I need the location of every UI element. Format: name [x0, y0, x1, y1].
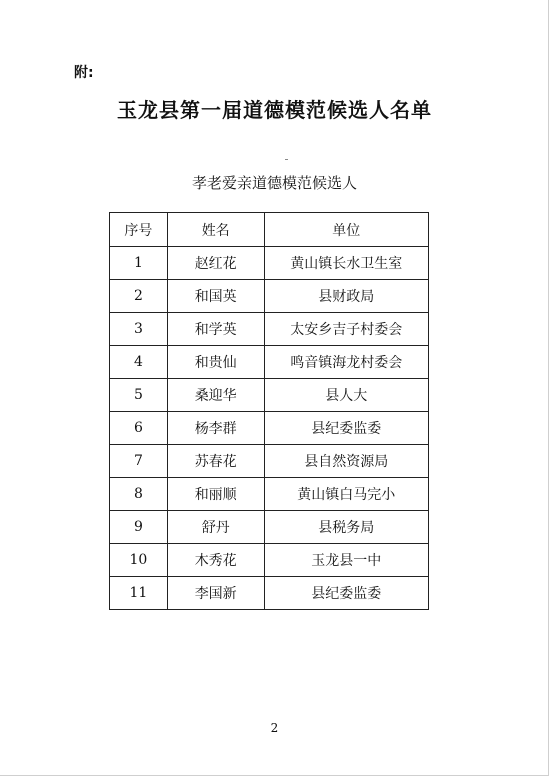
row-unit: 县纪委监委 [264, 577, 428, 610]
row-name: 和丽顺 [167, 478, 264, 511]
candidates-table [109, 212, 429, 610]
row-name: 舒丹 [167, 511, 264, 544]
row-unit: 鸣音镇海龙村委会 [264, 346, 428, 379]
row-number: 4 [110, 346, 168, 379]
table-header-row [110, 213, 429, 247]
row-number: 3 [110, 313, 168, 346]
attachment-label: 附: [74, 65, 94, 81]
row-unit: 县纪委监委 [264, 412, 428, 445]
scan-mark [285, 159, 288, 160]
row-number: 9 [110, 511, 168, 544]
table-row [110, 313, 429, 346]
table-row [110, 346, 429, 379]
row-unit: 黄山镇长水卫生室 [264, 247, 428, 280]
row-name: 杨李群 [167, 412, 264, 445]
row-name: 赵红花 [167, 247, 264, 280]
table-row [110, 280, 429, 313]
table-row [110, 478, 429, 511]
row-number: 1 [110, 247, 168, 280]
table-row [110, 445, 429, 478]
table-row [110, 577, 429, 610]
row-unit: 黄山镇白马完小 [264, 478, 428, 511]
document-title: 玉龙县第一届道德模范候选人名单 [117, 98, 432, 122]
row-number: 2 [110, 280, 168, 313]
row-name: 和贵仙 [167, 346, 264, 379]
row-name: 和学英 [167, 313, 264, 346]
row-name: 桑迎华 [167, 379, 264, 412]
row-unit: 玉龙县一中 [264, 544, 428, 577]
table-row [110, 544, 429, 577]
row-number: 5 [110, 379, 168, 412]
header-name: 姓名 [167, 213, 264, 247]
row-unit: 县自然资源局 [264, 445, 428, 478]
row-name: 李国新 [167, 577, 264, 610]
row-unit: 县人大 [264, 379, 428, 412]
header-unit: 单位 [264, 213, 428, 247]
table-row [110, 379, 429, 412]
row-name: 和国英 [167, 280, 264, 313]
section-title: 孝老爱亲道德模范候选人 [191, 174, 357, 192]
row-number: 7 [110, 445, 168, 478]
row-unit: 县税务局 [264, 511, 428, 544]
page-number: 2 [270, 721, 279, 735]
row-number: 10 [110, 544, 168, 577]
table-row [110, 511, 429, 544]
row-name: 苏春花 [167, 445, 264, 478]
row-name: 木秀花 [167, 544, 264, 577]
table-row [110, 412, 429, 445]
row-unit: 太安乡吉子村委会 [264, 313, 428, 346]
table-row [110, 247, 429, 280]
row-number: 6 [110, 412, 168, 445]
row-number: 8 [110, 478, 168, 511]
row-unit: 县财政局 [264, 280, 428, 313]
row-number: 11 [110, 577, 168, 610]
header-number: 序号 [110, 213, 168, 247]
